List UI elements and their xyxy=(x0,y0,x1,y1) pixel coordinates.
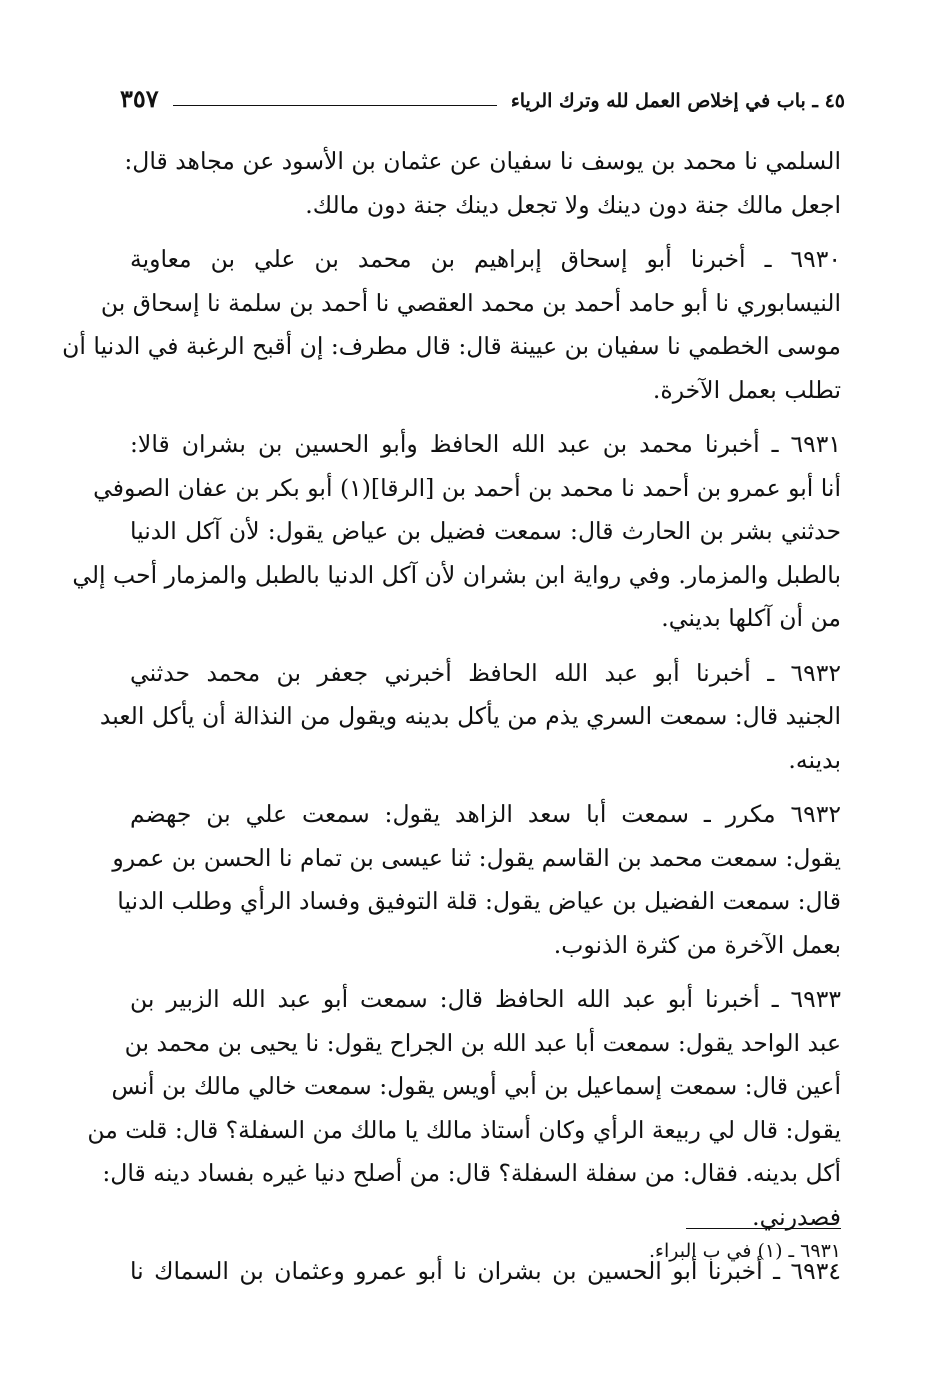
paragraph xyxy=(124,140,841,227)
text-line: أنا أبو عمرو بن أحمد نا محمد بن أحمد بن [الرقا](١) أبو بكر بن عفان الصوفي xyxy=(93,473,841,502)
paragraph-6932 xyxy=(99,652,841,783)
main-text xyxy=(62,140,841,1305)
text-line: ٦٩٣٠ ـ أخبرنا أبو إسحاق إبراهيم بن محمد بن علي بن معاوية xyxy=(130,245,841,273)
header-rule xyxy=(173,105,497,106)
text-line: يقول: قال لي ربيعة الرأي وكان أستاذ مالك يا مالك من السفلة؟ قال: قلت من xyxy=(87,1115,841,1144)
text-line: ٦٩٣٢ مكرر ـ سمعت أبا سعد الزاهد يقول: سمعت علي بن جهضم xyxy=(130,800,841,828)
paragraph-6933 xyxy=(87,978,841,1239)
text-line: قال: سمعت الفضيل بن عياض يقول: قلة التوفيق وفساد الرأي وطلب الدنيا xyxy=(117,887,841,915)
text-line: اجعل مالك جنة دون دينك ولا تجعل دينك جنة دون مالك. xyxy=(305,190,841,219)
text-line: عبد الواحد يقول: سمعت أبا عبد الله بن الجراح يقول: نا يحيى بن محمد بن xyxy=(124,1028,841,1057)
text-line: موسى الخطمي نا سفيان بن عيينة قال: قال مطرف: إن أقبح الرغبة في الدنيا أن xyxy=(62,332,841,360)
paragraph-6931 xyxy=(72,423,841,641)
text-line: يقول: سمعت محمد بن القاسم يقول: ثنا عيسى بن تمام نا الحسن بن عمرو xyxy=(112,843,841,872)
text-line: السلمي نا محمد بن يوسف نا سفيان عن عثمان بن الأسود عن مجاهد قال: xyxy=(124,147,841,175)
text-line: أعين قال: سمعت إسماعيل بن أبي أويس يقول: سمعت خالي مالك بن أنس xyxy=(111,1072,841,1100)
text-line: بدينه. xyxy=(788,745,841,774)
text-line: ٦٩٣١ ـ أخبرنا محمد بن عبد الله الحافظ وأبو الحسين بن بشران قالا: xyxy=(130,430,841,458)
text-line: أكل بدينه. فقال: من سفلة السفلة؟ قال: من أصلح دنيا غيره بفساد دينه قال: xyxy=(102,1159,841,1187)
footnote-rule xyxy=(686,1228,841,1229)
page-number: ٣٥٧ xyxy=(120,84,159,113)
paragraph-6930 xyxy=(62,238,841,412)
text-line: النيسابوري نا أبو حامد أحمد بن محمد العقصي نا أحمد بن سلمة نا إسحاق بن xyxy=(100,288,841,317)
text-line: الجنيد قال: سمعت السري يذم من يأكل بدينه ويقول من النذالة أن يأكل العبد xyxy=(99,702,841,730)
text-line: بالطبل والمزمار. وفي رواية ابن بشران لأن آكل الدنيا بالطبل والمزمار أحب إلي xyxy=(72,560,841,589)
text-line: بعمل الآخرة من كثرة الذنوب. xyxy=(553,930,841,959)
text-line: ٦٩٣٣ ـ أخبرنا أبو عبد الله الحافظ قال: سمعت أبو عبد الله الزبير بن xyxy=(130,985,841,1013)
running-header xyxy=(120,78,845,112)
text-line: حدثني بشر بن الحارث قال: سمعت فضيل بن عياض يقول: لأن آكل الدنيا xyxy=(130,517,841,545)
paragraph-6932-repeat xyxy=(112,793,841,967)
text-line: فصدرني. xyxy=(752,1202,841,1231)
text-line: من أن آكلها بديني. xyxy=(661,604,841,632)
text-line: تطلب بعمل الآخرة. xyxy=(652,375,841,404)
text-line: ٦٩٣٤ ـ أخبرنا أبو الحسين بن بشران نا أبو عمرو وعثمان بن السماك نا xyxy=(130,1257,841,1285)
text-line: ٦٩٣٢ ـ أخبرنا أبو عبد الله الحافظ أخبرني جعفر بن محمد حدثني xyxy=(130,658,841,687)
chapter-title: ٤٥ ـ باب في إخلاص العمل لله وترك الرياء xyxy=(510,90,845,112)
footnote: ٦٩٣١ ـ (١) في ب البراء. xyxy=(649,1240,841,1262)
